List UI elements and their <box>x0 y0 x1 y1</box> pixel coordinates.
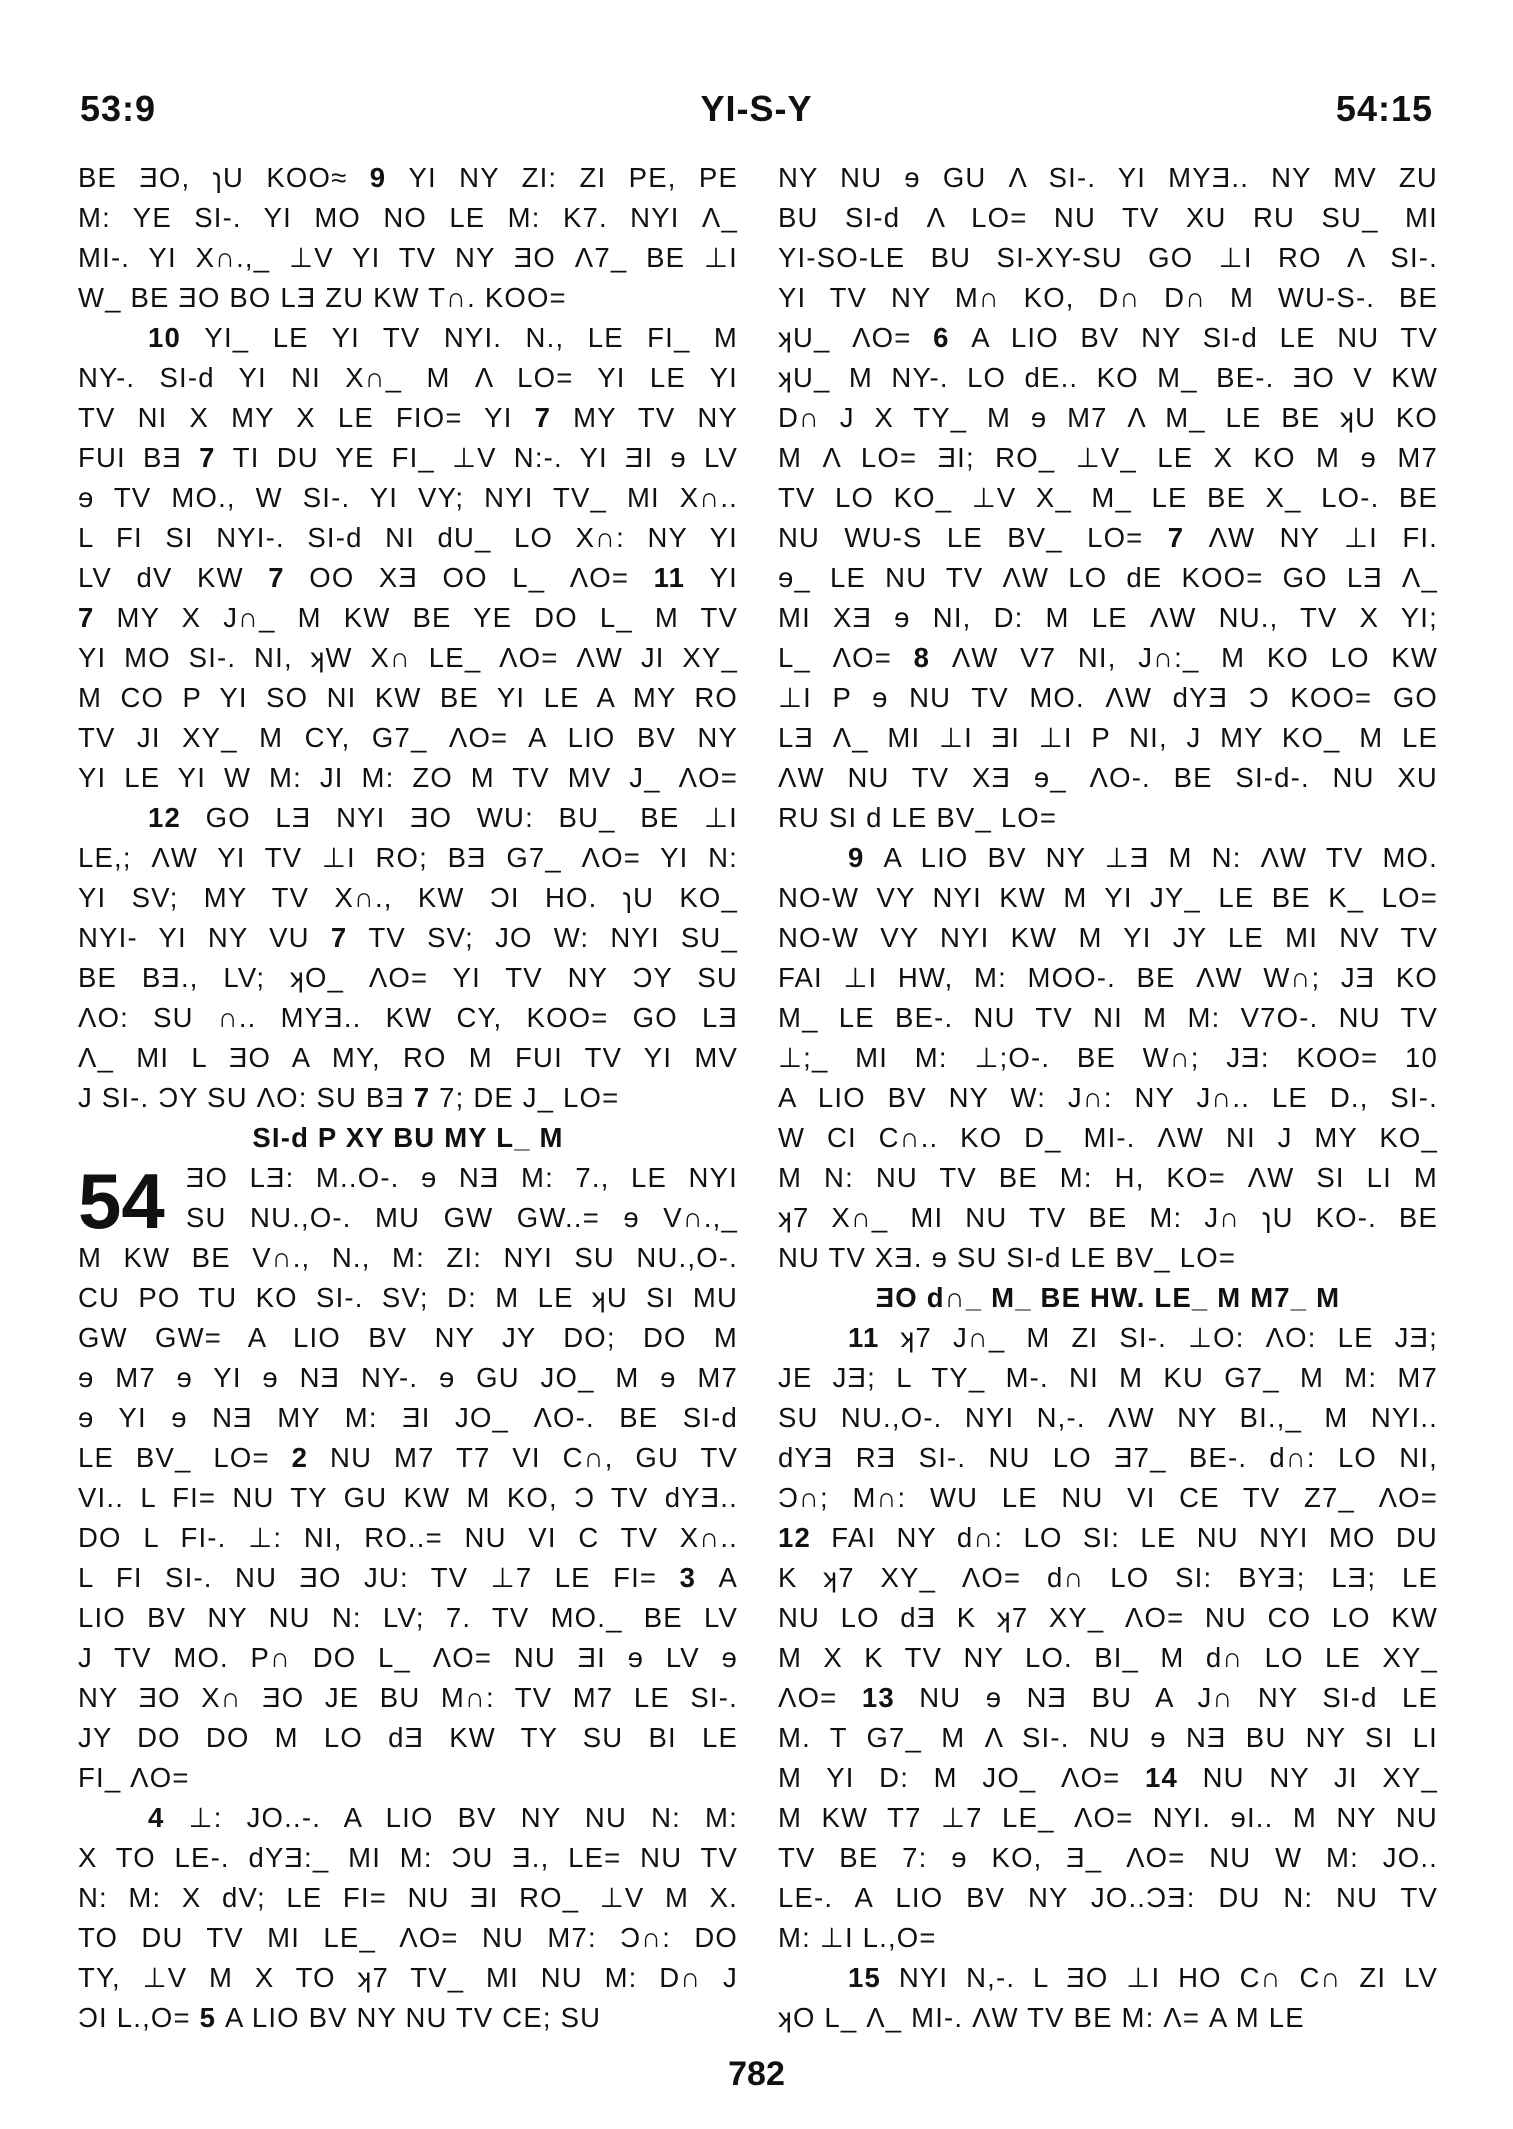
text-line: M: YE SI-. YI MO NO LE M: K7. NYI Λ_ <box>78 202 738 233</box>
text-line: TV BE 7: ɘ KO, Ǝ_ ΛO= NU W M: JO.. <box>778 1842 1438 1873</box>
chapter-number: 54 <box>78 1157 165 1245</box>
verse-number: 3 <box>657 1562 719 1593</box>
text-line: dYƎ RƎ SI-. NU LO Ǝ7_ BE-. d∩: LO NI, <box>778 1442 1438 1473</box>
text-line: LƎ Λ_ MI ⊥I ƎI ⊥I P NI, J MY KO_ M LE <box>778 722 1438 753</box>
verse-number: 7 <box>243 562 310 593</box>
text-line: LE BV_ LO= 2 NU M7 T7 VI C∩, GU TV <box>78 1442 738 1473</box>
text-line: NU LO dƎ K ʞ7 XY_ ΛO= NU CO LO KW <box>778 1602 1438 1633</box>
verse-number: 15 <box>848 1962 899 1993</box>
text-line: M N: NU TV BE M: H, KO= ΛW SI LI M <box>778 1162 1438 1193</box>
text-line: JY DO DO M LO dƎ KW TY SU BI LE <box>78 1722 738 1753</box>
text-line: 12 FAI NY d∩: LO SI: LE NU NYI MO DU <box>778 1522 1438 1553</box>
verse-number: 8 <box>892 642 952 673</box>
text-line: FAI ⊥I HW, M: MOO-. BE ΛW W∩; JƎ KO <box>778 962 1438 993</box>
text-line: TV NI X MY X LE FIO= YI 7 MY TV NY <box>78 402 738 433</box>
right-column-text-b <box>778 1318 1438 2038</box>
text-line: ɘ M7 ɘ YI ɘ NƎ NY-. ɘ GU JO_ M ɘ M7 <box>78 1362 738 1393</box>
text-line: M. T G7_ M Λ SI-. NU ɘ NƎ BU NY SI LI <box>778 1722 1438 1753</box>
text-line: J SI-. ƆY SU ΛO: SU BƎ 7 7; DE J_ LO= <box>78 1082 620 1113</box>
text-line: NY ƎO X∩ ƎO JE BU M∩: TV M7 LE SI-. <box>78 1682 738 1713</box>
text-line: SU NU.,O-. NYI N,-. ΛW NY BI.,_ M NYI.. <box>778 1402 1438 1433</box>
verse-number: 2 <box>269 1442 331 1473</box>
verse-number: 7 <box>309 922 369 953</box>
text-line: LIO BV NY NU N: LV; 7. TV MO._ BE LV <box>78 1602 738 1633</box>
text-line: MI-. YI X∩.,_ ⊥V YI TV NY ƎO Λ7_ BE ⊥I <box>78 242 738 273</box>
text-line: ⊥;_ MI M: ⊥;O-. BE W∩; JƎ: KOO= 10 <box>778 1042 1438 1073</box>
text-line: D∩ J X TY_ M ɘ M7 Λ M_ LE BE ʞU KO <box>778 402 1438 433</box>
text-line: 11 ʞ7 J∩_ M ZI SI-. ⊥O: ΛO: LE JƎ; <box>848 1322 1438 1353</box>
text-line: NY-. SI-d YI NI X∩_ M Λ LO= YI LE YI <box>78 362 738 393</box>
text-line: M YI D: M JO_ ΛO= 14 NU NY JI XY_ <box>778 1762 1438 1793</box>
verse-number: 9 <box>848 842 884 873</box>
text-line: M_ LE BE-. NU TV NI M M: V7O-. NU TV <box>778 1002 1438 1033</box>
text-line: FI_ ΛO= <box>78 1762 190 1793</box>
verse-number: 9 <box>347 162 409 193</box>
verse-number: 6 <box>911 322 972 353</box>
text-line: ʞ7 X∩_ MI NU TV BE M: J∩ ɿU KO-. BE <box>778 1202 1438 1233</box>
left-column-text-b <box>78 1238 738 2038</box>
text-line: ʞU_ ΛO= 6 A LIO BV NY SI-d LE NU TV <box>778 322 1438 353</box>
text-line: ΛO: SU ∩.. MYƎ.. KW CY, KOO= GO LƎ <box>78 1002 738 1033</box>
text-line: NO-W VY NYI KW M YI JY LE MI NV TV <box>778 922 1438 953</box>
text-line: X TO LE-. dYƎ:_ MI M: ƆU Ǝ., LE= NU TV <box>78 1842 738 1873</box>
text-line: 4 ⊥: JO..-. A LIO BV NY NU N: M: <box>148 1802 738 1833</box>
text-line: ʞO L_ Λ_ MI-. ΛW TV BE M: Λ= A M LE <box>778 2002 1305 2033</box>
text-line: L_ ΛO= 8 ΛW V7 NI, J∩:_ M KO LO KW <box>778 642 1438 673</box>
page-number: 782 <box>728 2055 785 2093</box>
running-header-title: YI-S-Y <box>700 88 813 129</box>
text-line: SU NU.,O-. MU GW GW..= ɘ V∩.,_ <box>186 1202 738 1233</box>
text-line: M KW BE V∩., N., M: ZI: NYI SU NU.,O-. <box>78 1242 738 1273</box>
text-line: YI-SO-LE BU SI-XY-SU GO ⊥I RO Λ SI-. <box>778 242 1438 273</box>
verse-number: 14 <box>1120 1762 1203 1793</box>
text-line: MI XƎ ɘ NI, D: M LE ΛW NU., TV X YI; <box>778 602 1438 633</box>
chapter-start <box>78 1157 738 1245</box>
verse-number: 11 <box>848 1322 901 1353</box>
text-line: BE BƎ., LV; ʞO_ ΛO= YI TV NY ƆY SU <box>78 962 738 993</box>
verse-number: 7 <box>512 402 574 433</box>
text-line: TO DU TV MI LE_ ΛO= NU M7: Ɔ∩: DO <box>78 1922 738 1953</box>
text-line: ɘ YI ɘ NƎ MY M: ƎI JO_ ΛO-. BE SI-d <box>78 1402 738 1433</box>
verse-number: 13 <box>837 1682 920 1713</box>
text-line: YI LE YI W M: JI M: ZO M TV MV J_ ΛO= <box>78 762 738 793</box>
text-line: ⊥I P ɘ NU TV MO. ΛW dYƎ Ɔ KOO= GO <box>778 682 1438 713</box>
text-line: L FI SI NYI-. SI-d NI dU_ LO X∩: NY YI <box>78 522 738 553</box>
text-line: TV LO KO_ ⊥V X_ M_ LE BE X_ LO-. BE <box>778 482 1438 513</box>
text-line: LE,; ΛW YI TV ⊥I RO; BƎ G7_ ΛO= YI N: <box>78 842 738 873</box>
section-title-left: SI-d P XY BU MY L_ M <box>252 1122 564 1153</box>
text-line: A LIO BV NY W: J∩: NY J∩.. LE D., SI-. <box>778 1082 1438 1113</box>
verse-number: 12 <box>148 802 206 833</box>
verse-number: 7 <box>404 1082 440 1113</box>
verse-number: 7 <box>78 602 117 633</box>
text-line: ɘ_ LE NU TV ΛW LO dE KOO= GO LƎ Λ_ <box>778 562 1438 593</box>
text-line: 9 A LIO BV NY ⊥Ǝ M N: ΛW TV MO. <box>848 842 1438 873</box>
verse-number: 5 <box>190 2002 225 2033</box>
text-line: M Λ LO= ƎI; RO_ ⊥V_ LE X KO M ɘ M7 <box>778 442 1438 473</box>
section-title-right: ƎO d∩_ M_ BE HW. LE_ M M7_ M <box>875 1282 1341 1313</box>
text-line: N: M: X dV; LE FI= NU ƎI RO_ ⊥V M X. <box>78 1882 738 1913</box>
text-line: TY, ⊥V M X TO ʞ7 TV_ MI NU M: D∩ J <box>78 1962 738 1993</box>
text-line: K ʞ7 XY_ ΛO= d∩ LO SI: BYƎ; LƎ; LE <box>778 1562 1438 1593</box>
text-line: YI TV NY M∩ KO, D∩ D∩ M WU-S-. BE <box>778 282 1438 313</box>
text-line: GW GW= A LIO BV NY JY DO; DO M <box>78 1322 738 1353</box>
verse-number: 7 <box>1143 522 1209 553</box>
text-line: W_ BE ƎO BO LƎ ZU KW T∩. KOO= <box>78 282 567 313</box>
text-line: 15 NYI N,-. L ƎO ⊥I HO C∩ C∩ ZI LV <box>848 1962 1438 1993</box>
text-line: NYI- YI NY VU 7 TV SV; JO W: NYI SU_ <box>78 922 738 953</box>
text-line: M: ⊥I L.,O= <box>778 1922 937 1953</box>
text-line: M KW T7 ⊥7 LE_ ΛO= NYI. ɘI.. M NY NU <box>778 1802 1438 1833</box>
text-line: 10 YI_ LE YI TV NYI. N., LE FI_ M <box>148 322 738 353</box>
text-line: VI.. L FI= NU TY GU KW M KO, Ɔ TV dYƎ.. <box>78 1482 738 1513</box>
text-line: 7 MY X J∩_ M KW BE YE DO L_ M TV <box>78 602 738 633</box>
text-line: FUI BƎ 7 TI DU YE FI_ ⊥V N:-. YI ƎI ɘ LV <box>78 442 738 473</box>
text-line: ΛO= 13 NU ɘ NƎ BU A J∩ NY SI-d LE <box>778 1682 1438 1713</box>
text-line: ʞU_ M NY-. LO dE.. KO M_ BE-. ƎO V KW <box>778 362 1438 393</box>
text-line: YI SV; MY TV X∩., KW ƆI HO. ɿU KO_ <box>78 882 738 913</box>
text-line: NU WU-S LE BV_ LO= 7 ΛW NY ⊥I FI. <box>778 522 1438 553</box>
text-line: NY NU ɘ GU Λ SI-. YI MYƎ.. NY MV ZU <box>778 162 1438 193</box>
text-line: NO-W VY NYI KW M YI JY_ LE BE K_ LO= <box>778 882 1438 913</box>
right-column <box>778 158 1438 2038</box>
right-column-text-a <box>778 158 1438 1278</box>
chapter-opening-lines <box>78 1157 738 1245</box>
text-line: YI MO SI-. NI, ʞW X∩ LE_ ΛO= ΛW JI XY_ <box>78 642 738 673</box>
text-line: M CO P YI SO NI KW BE YI LE A MY RO <box>78 682 738 713</box>
text-line: Ɔ∩; M∩: WU LE NU VI CE TV Z7_ ΛO= <box>778 1482 1438 1513</box>
verse-number: 11 <box>629 562 710 593</box>
text-line: LE-. A LIO BV NY JO..ƆƎ: DU N: NU TV <box>778 1882 1438 1913</box>
text-line: CU PO TU KO SI-. SV; D: M LE ʞU SI MU <box>78 1282 738 1313</box>
left-column-text-a <box>78 158 738 1118</box>
text-line: TV JI XY_ M CY, G7_ ΛO= A LIO BV NY <box>78 722 738 753</box>
text-line: J TV MO. P∩ DO L_ ΛO= NU ƎI ɘ LV ɘ <box>78 1642 738 1673</box>
text-line: Λ_ MI L ƎO A MY, RO M FUI TV YI MV <box>78 1042 738 1073</box>
text-line: M X K TV NY LO. BI_ M d∩ LO LE XY_ <box>778 1642 1438 1673</box>
left-column <box>78 158 738 2038</box>
running-header-right: 54:15 <box>1335 88 1433 129</box>
text-line: W CI C∩.. KO D_ MI-. ΛW NI J MY KO_ <box>778 1122 1438 1153</box>
text-line: ΛW NU TV XƎ ɘ_ ΛO-. BE SI-d-. NU XU <box>778 762 1438 793</box>
verse-number: 4 <box>148 1802 189 1833</box>
running-header-left: 53:9 <box>80 88 157 129</box>
text-line: RU SI d LE BV_ LO= <box>778 802 1058 833</box>
verse-number: 10 <box>148 322 205 353</box>
text-line: JE JƎ; L TY_ M-. NI M KU G7_ M M: M7 <box>778 1362 1438 1393</box>
text-line: BU SI-d Λ LO= NU TV XU RU SU_ MI <box>778 202 1438 233</box>
text-line: 12 GO LƎ NYI ƎO WU: BU_ BE ⊥I <box>148 802 738 833</box>
text-line: BE ƎO, ɿU KOO≈ 9 YI NY ZI: ZI PE, PE <box>78 162 738 193</box>
verse-number: 7 <box>182 442 233 473</box>
text-line: ƆI L.,O= 5 A LIO BV NY NU TV CE; SU <box>78 2002 602 2033</box>
verse-number: 12 <box>778 1522 832 1553</box>
text-line: L FI SI-. NU ƎO JU: TV ⊥7 LE FI= 3 A <box>78 1562 738 1593</box>
text-line: NU TV XƎ. ɘ SU SI-d LE BV_ LO= <box>778 1242 1237 1273</box>
text-line: ƎO LƎ: M..O-. ɘ NƎ M: 7., LE NYI <box>186 1162 738 1193</box>
text-line: ɘ TV MO., W SI-. YI VY; NYI TV_ MI X∩.. <box>78 482 738 513</box>
text-line: LV dV KW 7 OO XƎ OO L_ ΛO= 11 YI <box>78 562 738 593</box>
text-line: DO L FI-. ⊥: NI, RO..= NU VI C TV X∩.. <box>78 1522 738 1553</box>
